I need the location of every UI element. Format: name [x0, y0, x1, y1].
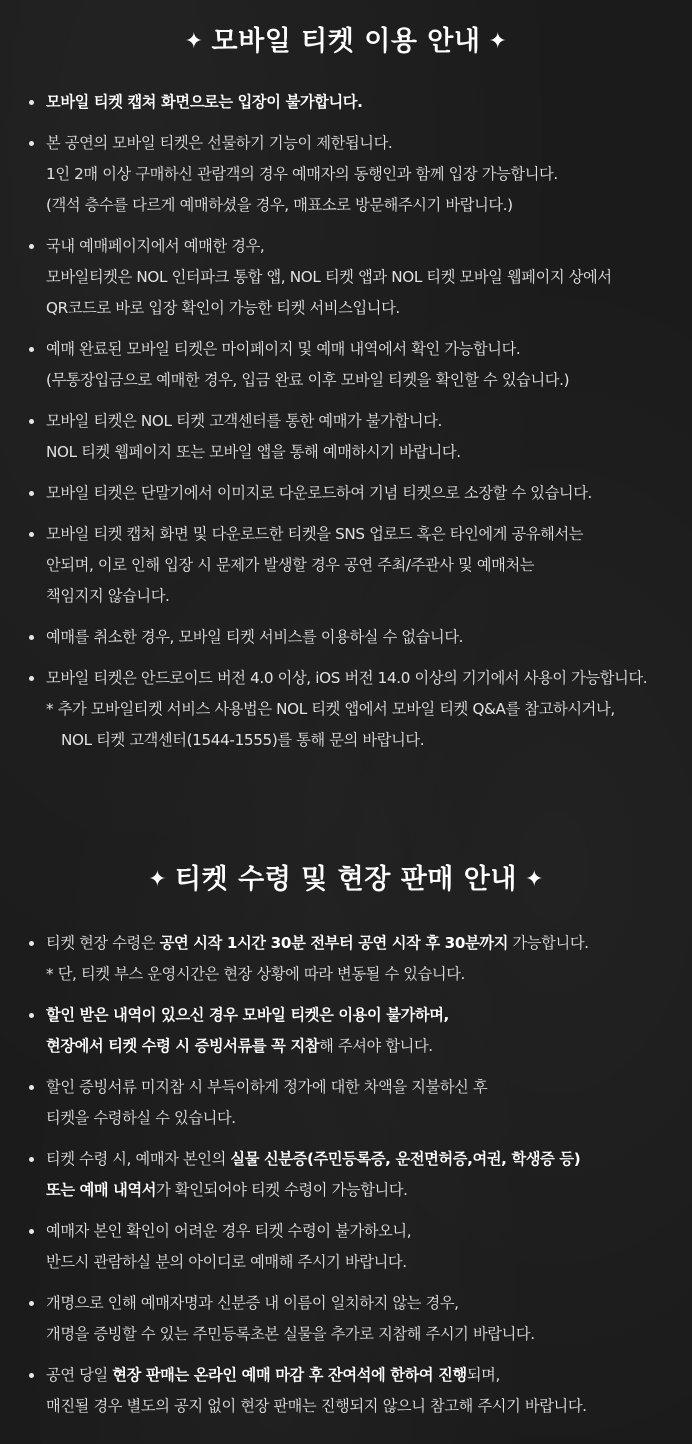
- notice-text: 가 확인되어야 티켓 수령이 가능합니다.: [156, 1181, 408, 1199]
- notice-text: * 단, 티켓 부스 운영시간은 현장 상황에 따라 변동될 수 있습니다.: [46, 965, 466, 983]
- section-title-text: 모바일 티켓 이용 안내: [211, 26, 481, 57]
- mobile-ticket-section: [0, 22, 692, 766]
- notice-item: [0, 622, 692, 653]
- notice-text: 티켓 수령 시, 예매자 본인의: [46, 1150, 231, 1168]
- notice-text: 모바일 티켓은 NOL 티켓 고객센터를 통한 예매가 불가합니다.: [46, 412, 442, 430]
- bullet-icon: [29, 491, 34, 496]
- notice-line: [46, 663, 692, 694]
- notice-line: [46, 190, 692, 221]
- sparkle-icon: ✦: [184, 29, 204, 54]
- notice-item: [0, 478, 692, 509]
- notice-line: [46, 159, 692, 190]
- notice-line: [46, 406, 692, 437]
- notice-text: (무통장입금으로 예매한 경우, 입금 완료 이후 모바일 티켓을 확인할 수 있습니다.): [46, 371, 570, 389]
- emphasized-text: 현장에서 티켓 수령 시 증빙서류를 꼭 지참: [46, 1037, 320, 1055]
- notice-line: [46, 1072, 692, 1103]
- sparkle-icon: ✦: [148, 867, 168, 892]
- notice-item: [0, 928, 692, 990]
- bullet-icon: [29, 141, 34, 146]
- bullet-icon: [29, 532, 34, 537]
- notice-item: [0, 1144, 692, 1206]
- notice-line: [46, 581, 692, 612]
- notice-line: [46, 293, 692, 324]
- notice-text: 개명을 증빙할 수 있는 주민등록초본 실물을 추가로 지참해 주시기 바랍니다.: [46, 1325, 535, 1343]
- notice-text: 본 공연의 모바일 티켓은 선물하기 기능이 제한됩니다.: [46, 134, 393, 152]
- notice-text: 모바일티켓은 NOL 인터파크 통합 앱, NOL 티켓 앱과 NOL 티켓 모바일 웹페이지 상에서: [46, 268, 612, 286]
- bullet-icon: [29, 1229, 34, 1234]
- notice-item: [0, 1288, 692, 1350]
- bullet-icon: [29, 1157, 34, 1162]
- notice-line: [46, 725, 692, 756]
- notice-text: 모바일 티켓 캡처 화면 및 다운로드한 티켓을 SNS 업로드 혹은 타인에게 공유해서는: [46, 525, 584, 543]
- notice-item: [0, 406, 692, 468]
- notice-line: [46, 1319, 692, 1350]
- bullet-icon: [29, 100, 34, 105]
- notice-text: 공연 당일: [46, 1366, 113, 1384]
- notice-line: [46, 1031, 692, 1062]
- notice-text: 모바일 티켓은 단말기에서 이미지로 다운로드하여 기념 티켓으로 소장할 수 있습니다.: [46, 484, 593, 502]
- notice-text: 반드시 관람하실 분의 아이디로 예매해 주시기 바랍니다.: [46, 1253, 407, 1271]
- notice-text: 국내 예매페이지에서 예매한 경우,: [46, 237, 265, 255]
- notice-line: [46, 478, 692, 509]
- emphasized-text: 또는 예매 내역서: [46, 1181, 157, 1199]
- notice-text: 모바일 티켓은 안드로이드 버전 4.0 이상, iOS 버전 14.0 이상의 기기에서 사용이 가능합니다.: [46, 669, 648, 687]
- notice-item: [0, 519, 692, 612]
- emphasized-text: 현장 판매는 온라인 예매 마감 후 잔여석에 한하여 진행: [112, 1366, 467, 1384]
- notice-item: [0, 1072, 692, 1134]
- bullet-icon: [29, 635, 34, 640]
- bullet-icon: [29, 1085, 34, 1090]
- notice-line: [46, 334, 692, 365]
- notice-text: 할인 증빙서류 미지참 시 부득이하게 정가에 대한 차액을 지불하신 후: [46, 1078, 488, 1096]
- notice-line: [46, 622, 692, 653]
- emphasized-text: 할인 받은 내역이 있으신 경우 모바일 티켓은 이용이 불가하며,: [46, 1006, 449, 1024]
- notice-line: [46, 928, 692, 959]
- notice-text: 티켓을 수령하실 수 있습니다.: [46, 1109, 236, 1127]
- notice-item: [0, 1360, 692, 1422]
- notice-line: [46, 519, 692, 550]
- notice-list-ticket-pickup: [0, 928, 692, 1422]
- emphasized-text: 실물 신분증(주민등록증, 운전면허증,여권, 학생증 등): [230, 1150, 581, 1168]
- notice-item: [0, 128, 692, 221]
- sparkle-icon: ✦: [524, 867, 544, 892]
- notice-line: [46, 87, 692, 118]
- notice-line: [46, 1216, 692, 1247]
- bullet-icon: [29, 419, 34, 424]
- notice-item: [0, 1216, 692, 1278]
- bullet-icon: [29, 244, 34, 249]
- bullet-icon: [29, 941, 34, 946]
- notice-text: 예매자 본인 확인이 어려운 경우 티켓 수령이 불가하오니,: [46, 1222, 412, 1240]
- bullet-icon: [29, 676, 34, 681]
- notice-line: [46, 1000, 692, 1031]
- notice-line: [46, 262, 692, 293]
- notice-item: [0, 87, 692, 118]
- notice-text: 티켓 현장 수령은: [46, 934, 160, 952]
- notice-line: [46, 1360, 692, 1391]
- bullet-icon: [29, 347, 34, 352]
- notice-text: (객석 층수를 다르게 예매하셨을 경우, 매표소로 방문해주시기 바랍니다.): [46, 196, 513, 214]
- notice-line: [46, 1391, 692, 1422]
- emphasized-text: 공연 시작 1시간 30분 전부터 공연 시작 후 30분까지: [159, 934, 509, 952]
- notice-text: NOL 티켓 웹페이지 또는 모바일 앱을 통해 예매하시기 바랍니다.: [46, 443, 461, 461]
- notice-text: NOL 티켓 고객센터(1544-1555)를 통해 문의 바랍니다.: [61, 731, 425, 749]
- notice-line: [46, 1144, 692, 1175]
- notice-text: 책임지지 않습니다.: [46, 587, 170, 605]
- notice-text: * 추가 모바일티켓 서비스 사용법은 NOL 티켓 앱에서 모바일 티켓 Q&A를 참고하시거나,: [46, 700, 615, 718]
- notice-text: 해 주셔야 합니다.: [319, 1037, 433, 1055]
- section-title-mobile-ticket: [0, 22, 692, 62]
- notice-line: [46, 365, 692, 396]
- notice-text: 1인 2매 이상 구매하신 관람객의 경우 예매자의 동행인과 함께 입장 가능합니다.: [46, 165, 558, 183]
- notice-text: 매진될 경우 별도의 공지 없이 현장 판매는 진행되지 않으니 참고해 주시기 바랍니다.: [46, 1397, 587, 1415]
- emphasized-text: 모바일 티켓 캡쳐 화면으로는 입장이 불가합니다.: [46, 93, 363, 111]
- notice-line: [46, 128, 692, 159]
- section-title-text: 티켓 수령 및 현장 판매 안내: [175, 864, 517, 895]
- notice-text: 개명으로 인해 예매자명과 신분증 내 이름이 일치하지 않는 경우,: [46, 1294, 459, 1312]
- notice-item: [0, 1000, 692, 1062]
- section-title-ticket-pickup: [0, 860, 692, 900]
- bullet-icon: [29, 1301, 34, 1306]
- notice-line: [46, 1288, 692, 1319]
- notice-item: [0, 231, 692, 324]
- notice-line: [46, 550, 692, 581]
- ticket-pickup-section: [0, 860, 692, 1432]
- notice-text: 예매 완료된 모바일 티켓은 마이페이지 및 예매 내역에서 확인 가능합니다.: [46, 340, 521, 358]
- notice-list-mobile-ticket: [0, 87, 692, 756]
- notice-line: [46, 1175, 692, 1206]
- sparkle-icon: ✦: [488, 29, 508, 54]
- bullet-icon: [29, 1013, 34, 1018]
- notice-text: 예매를 취소한 경우, 모바일 티켓 서비스를 이용하실 수 없습니다.: [46, 628, 464, 646]
- bullet-icon: [29, 1373, 34, 1378]
- notice-line: [46, 694, 692, 725]
- notice-line: [46, 1103, 692, 1134]
- notice-text: 가능합니다.: [508, 934, 589, 952]
- notice-text: 안되며, 이로 인해 입장 시 문제가 발생할 경우 공연 주최/주관사 및 예매처는: [46, 556, 535, 574]
- notice-text: QR코드로 바로 입장 확인이 가능한 티켓 서비스입니다.: [46, 299, 400, 317]
- notice-line: [46, 959, 692, 990]
- notice-line: [46, 1247, 692, 1278]
- notice-item: [0, 663, 692, 756]
- notice-line: [46, 231, 692, 262]
- notice-text: 되며,: [466, 1366, 500, 1384]
- notice-line: [46, 437, 692, 468]
- notice-item: [0, 334, 692, 396]
